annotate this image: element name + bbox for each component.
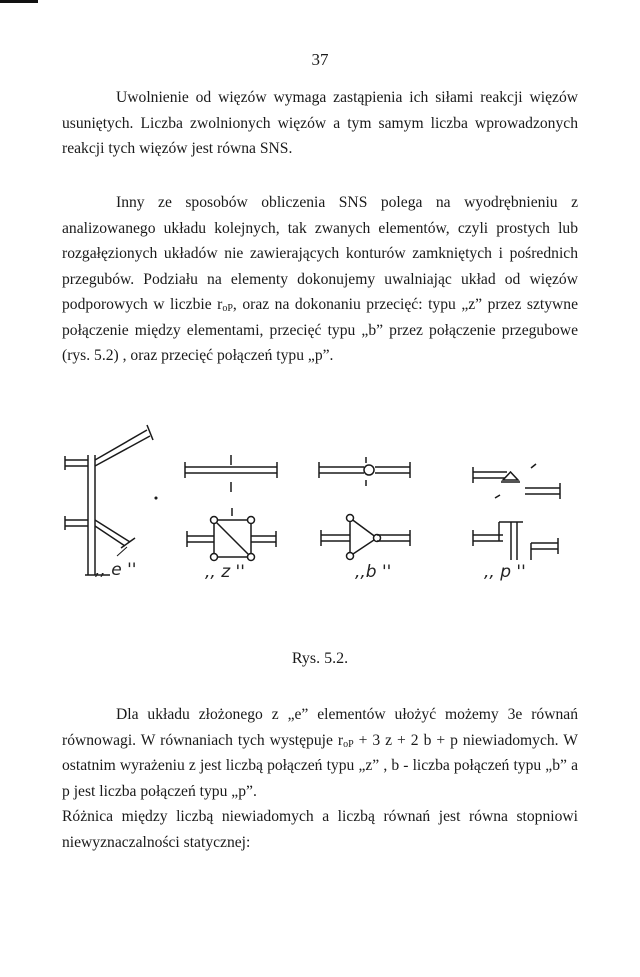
section-z-diagram [185,455,277,561]
figure-caption: Rys. 5.2. [291,650,349,667]
section-b-diagram [319,457,410,560]
paragraph-2-text-end: , oraz na dokonaniu przecięć: typu „z” przez sztywne połączenie między elementami, przecięć typu „b” przez połączenie przegubowe (rys. 5.2) , oraz przecięć połączeń typu „p”. [62,296,578,364]
paragraph-3-text: Dla układu złożonego z „e” elementów ułożyć możemy 3e równań równowagi. W równaniach tych występuje r [62,706,578,749]
page-number: 37 [311,50,329,69]
element-e-diagram [65,425,157,575]
paragraph-3-text-end: + 3 z + 2 b + p niewiadomych. W ostatnim wyrażeniu z jest liczbą połączeń typu „z” , b - liczba połączeń typu „b” a p jest liczba połączeń typu „p”. [62,731,578,800]
figure-5-2 [55,420,595,610]
paragraph-1: Uwolnienie od więzów wymaga zastąpienia ich siłami reakcji więzów usuniętych. Liczba zwolnionych więzów a tym samym liczba wprowadzonych reakcji tych więzów jest równa SNS. [62,89,578,157]
scan-corner-mark [0,0,38,3]
paragraph-3 [62,702,578,804]
label-e: ,, e '' [95,560,137,580]
paragraph-2 [62,190,578,369]
label-z: ,, z '' [205,562,245,582]
paragraph-4: Różnica między liczbą niewiadomych a liczbą równań jest równa stopniowi niewyznaczalności statycznej: [62,808,578,851]
section-p-diagram [473,464,560,560]
paragraph-2-text: Inny ze sposobów obliczenia SNS polega na wyodrębnieniu z analizowanego układu kolejnych, tak zwanych elementów, czyli prostych lub rozgałęzionych układów nie zawierających konturów zamkniętych i pośrednich przegubów. Podziału na elementy dokonujemy uwalniając układ od więzów podporowych w liczbie r [62,194,578,313]
label-b: ,,b '' [355,562,392,582]
r-subscript-2: oP [343,738,354,750]
r-subscript: oP [222,303,233,314]
label-p: ,, p '' [484,562,526,582]
